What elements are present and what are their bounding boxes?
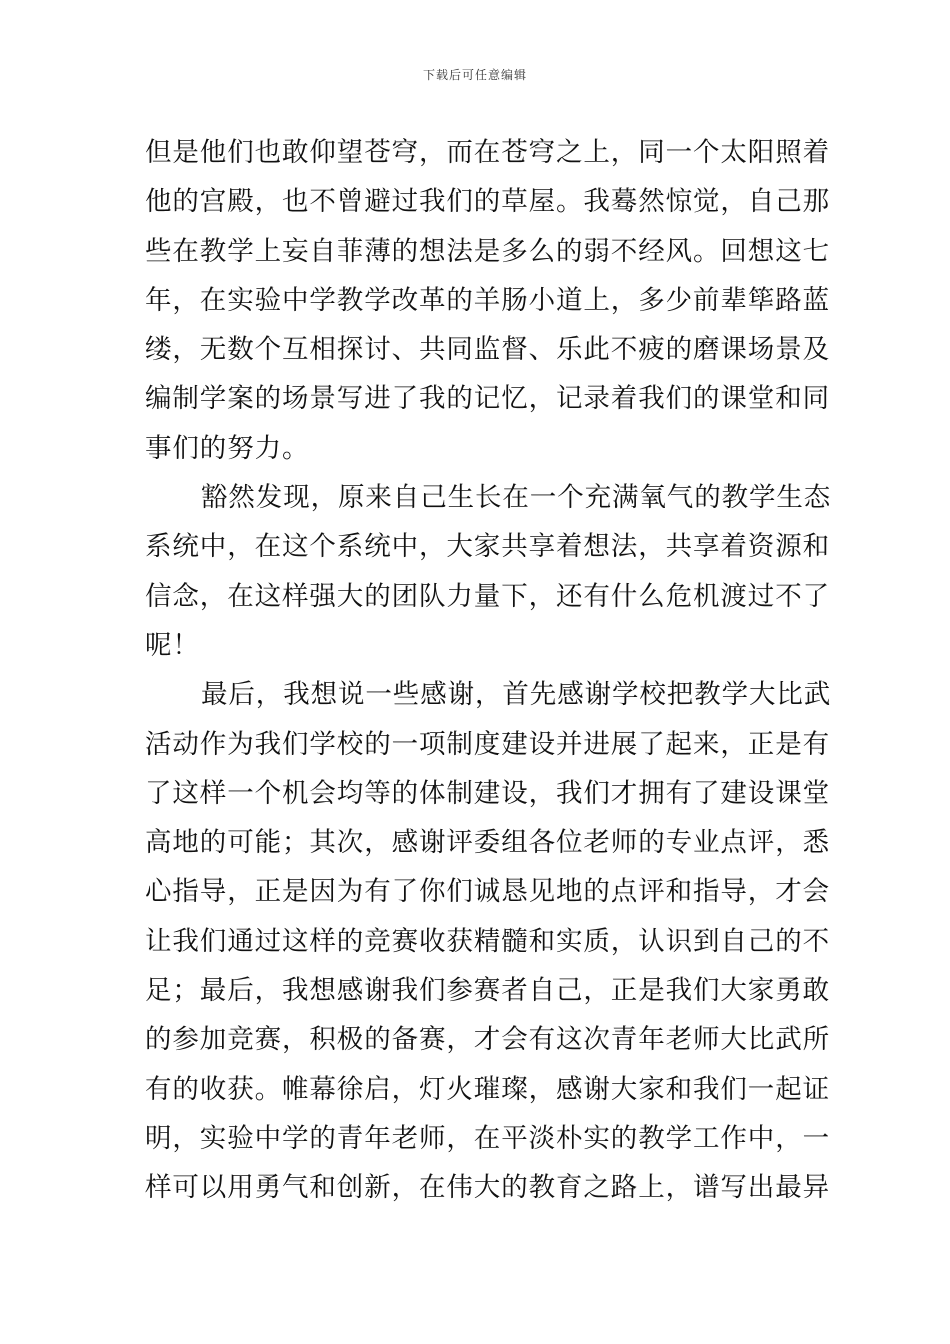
- text-line: 样可以用勇气和创新，在伟大的教育之路上，谱写出最异: [145, 1172, 830, 1204]
- text-line: 足；最后，我想感谢我们参赛者自己，正是我们大家勇敢: [145, 975, 830, 1007]
- text-line: 呢！: [145, 629, 200, 661]
- paragraph-3: [145, 670, 832, 1212]
- text-line: 他的宫殿，也不曾避过我们的草屋。我蓦然惊觉，自己那: [145, 186, 830, 218]
- text-line: 些在教学上妄自菲薄的想法是多么的弱不经风。回想这七: [145, 235, 830, 267]
- text-line: 事们的努力。: [145, 432, 310, 464]
- text-line: 活动作为我们学校的一项制度建设并进展了起来，正是有: [145, 728, 830, 760]
- text-line: 心指导，正是因为有了你们诚恳见地的点评和指导，才会: [145, 876, 830, 908]
- header-note: 下载后可任意编辑: [422, 68, 527, 82]
- text-line: 信念，在这样强大的团队力量下，还有什么危机渡过不了: [145, 580, 830, 612]
- text-line: 缕，无数个互相探讨、共同监督、乐此不疲的磨课场景及: [145, 334, 830, 366]
- text-line: 豁然发现，原来自己生长在一个充满氧气的教学生态: [201, 482, 832, 514]
- text-line: 最后，我想说一些感谢，首先感谢学校把教学大比武: [201, 679, 832, 711]
- text-line: 年，在实验中学教学改革的羊肠小道上，多少前辈筚路蓝: [145, 284, 830, 316]
- text-line: 系统中，在这个系统中，大家共享着想法，共享着资源和: [145, 531, 830, 563]
- paragraph-1: [145, 128, 830, 473]
- text-line: 有的收获。帷幕徐启，灯火璀璨，感谢大家和我们一起证: [145, 1073, 830, 1105]
- text-line: 了这样一个机会均等的体制建设，我们才拥有了建设课堂: [145, 777, 830, 809]
- text-line: 的参加竞赛，积极的备赛，才会有这次青年老师大比武所: [145, 1024, 830, 1056]
- body-text: [145, 128, 832, 1213]
- text-line: 明，实验中学的青年老师，在平淡朴实的教学工作中，一: [145, 1122, 830, 1154]
- text-line: 高地的可能；其次，感谢评委组各位老师的专业点评，悉: [145, 827, 830, 859]
- text-line: 但是他们也敢仰望苍穹，而在苍穹之上，同一个太阳照着: [145, 137, 830, 168]
- text-line: 让我们通过这样的竞赛收获精髓和实质，认识到自己的不: [145, 925, 830, 957]
- paragraph-2: [145, 473, 832, 670]
- text-line: 编制学案的场景写进了我的记忆，记录着我们的课堂和同: [145, 383, 830, 415]
